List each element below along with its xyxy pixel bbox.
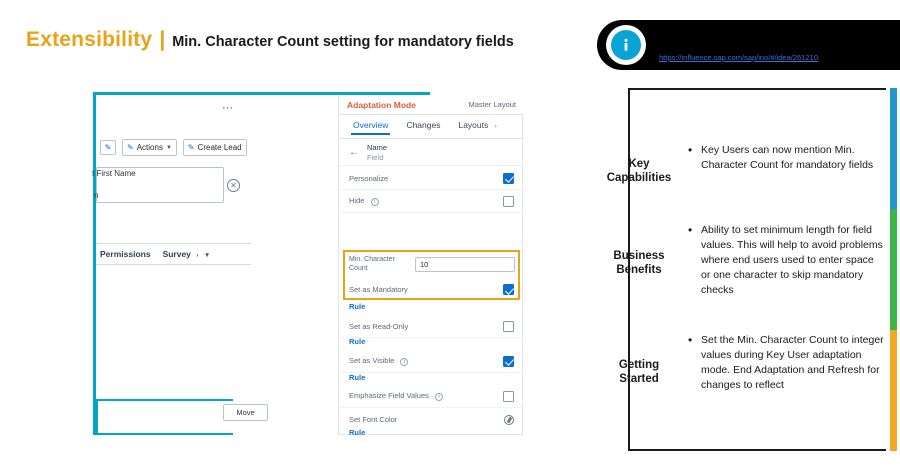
rule-link-read-only[interactable]: Rule xyxy=(349,337,366,346)
actions-button-label: Actions xyxy=(136,143,163,152)
emphasize-checkbox[interactable] xyxy=(503,391,514,402)
info-icon-hide[interactable]: i xyxy=(371,198,379,206)
info-icon-visible[interactable]: i xyxy=(400,358,408,366)
create-lead-button[interactable]: ✎ Create Lead xyxy=(183,139,247,156)
stripe-key-capabilities xyxy=(890,88,897,209)
left-panel-tabs xyxy=(96,243,251,265)
chevron-right-icon: › xyxy=(196,252,199,259)
title-subtitle: Min. Character Count setting for mandatory fields xyxy=(172,34,514,50)
master-layout-label[interactable]: Master Layout xyxy=(468,100,516,109)
clear-icon[interactable]: ✕ xyxy=(227,179,240,192)
info-icon-emphasize[interactable]: i xyxy=(435,393,443,401)
stripe-business-benefits xyxy=(890,209,897,330)
set-as-read-only-checkbox[interactable] xyxy=(503,321,514,332)
back-arrow-icon[interactable]: ← xyxy=(349,147,359,158)
field-header-type: Field xyxy=(367,152,384,162)
bullet-key-capabilities: • Key Users can now mention Min. Character Count for mandatory fields xyxy=(688,143,884,173)
personalize-checkbox[interactable] xyxy=(503,173,514,184)
section-label-key-capabilities: Key Capabilities xyxy=(606,158,672,185)
adaptation-tabs xyxy=(339,116,524,139)
adaptation-mode-title: Adaptation Mode xyxy=(347,99,416,110)
row-set-as-visible xyxy=(339,350,524,373)
set-as-visible-label: Set as Visible xyxy=(349,356,395,365)
info-icon xyxy=(611,30,641,60)
hide-checkbox[interactable] xyxy=(503,196,514,207)
min-character-count-label: Min. Character Count xyxy=(349,256,395,273)
set-font-color-label: Set Font Color xyxy=(349,415,398,424)
left-panel-secondary-text: n xyxy=(94,191,99,200)
left-panel-toolbar xyxy=(100,139,247,156)
row-hide xyxy=(339,190,524,213)
title-prefix: Extensibility xyxy=(26,28,153,51)
field-header-name: Name xyxy=(367,143,388,153)
link-banner xyxy=(597,20,900,70)
tab-overview[interactable]: Overview xyxy=(353,120,388,134)
section-label-business-benefits: Business Benefits xyxy=(613,250,665,277)
chevron-down-icon: ▼ xyxy=(165,144,172,151)
actions-button[interactable]: ✎ Actions ▼ xyxy=(122,139,177,156)
set-as-mandatory-checkbox[interactable] xyxy=(503,284,514,295)
first-name-label: t First Name xyxy=(92,169,136,178)
tab-changes[interactable]: Changes xyxy=(406,120,441,130)
hide-label: Hide xyxy=(349,196,365,205)
adaptation-mode-panel xyxy=(338,95,523,435)
row-set-as-read-only xyxy=(339,315,524,338)
tab-permissions[interactable]: Permissions xyxy=(100,249,151,259)
overflow-menu-icon[interactable]: ⋯ xyxy=(222,102,234,114)
page-title xyxy=(26,28,514,52)
edit-icon[interactable]: ✎ xyxy=(100,140,116,155)
bullet-getting-started: • Set the Min. Character Count to integer values during Key User adaptation mode. End Adaptation and Refresh for changes to reflect xyxy=(688,333,884,393)
product-screenshot xyxy=(92,92,516,437)
row-set-font-color xyxy=(339,408,524,431)
row-personalize xyxy=(339,167,524,190)
font-color-icon[interactable] xyxy=(504,415,514,425)
left-panel-bottom-card xyxy=(96,399,233,435)
row-emphasize-field-values xyxy=(339,385,524,408)
section-label-getting-started: Getting Started xyxy=(618,359,660,386)
bullet-business-benefits: • Ability to set minimum length for field values. This will help to avoid problems where end users used to enter space or one character to skip mandatory checks xyxy=(688,223,884,298)
move-button[interactable]: Move xyxy=(223,404,268,421)
info-badge xyxy=(606,25,646,65)
stripe-getting-started xyxy=(890,330,897,451)
min-character-count-input[interactable]: 10 xyxy=(415,257,515,272)
create-lead-button-label: Create Lead xyxy=(197,143,242,152)
chevron-right-icon-layouts: › xyxy=(494,123,497,130)
row-set-as-mandatory xyxy=(339,278,524,301)
set-as-visible-checkbox[interactable] xyxy=(503,356,514,367)
tab-layouts[interactable]: Layouts › xyxy=(458,120,497,130)
title-separator: | xyxy=(159,28,166,51)
chevron-down-icon-2: ▼ xyxy=(203,252,211,259)
emphasize-label: Emphasize Field Values xyxy=(349,391,429,400)
app-left-panel xyxy=(93,95,248,435)
adaptation-header xyxy=(339,95,524,115)
row-spacer xyxy=(339,213,524,236)
tab-survey[interactable]: Survey › ▼ xyxy=(162,249,211,259)
rule-link-mandatory[interactable]: Rule xyxy=(349,302,366,311)
rule-link-visible[interactable]: Rule xyxy=(349,373,366,382)
set-as-mandatory-label: Set as Mandatory xyxy=(349,285,408,294)
personalize-label: Personalize xyxy=(349,173,389,183)
influence-link[interactable]: https://influence.sap.com/sap/ino/#/idea/261210 xyxy=(659,53,818,62)
set-as-read-only-label: Set as Read-Only xyxy=(349,321,409,331)
rule-link-font-color[interactable]: Rule xyxy=(349,428,366,437)
field-header xyxy=(339,140,524,166)
